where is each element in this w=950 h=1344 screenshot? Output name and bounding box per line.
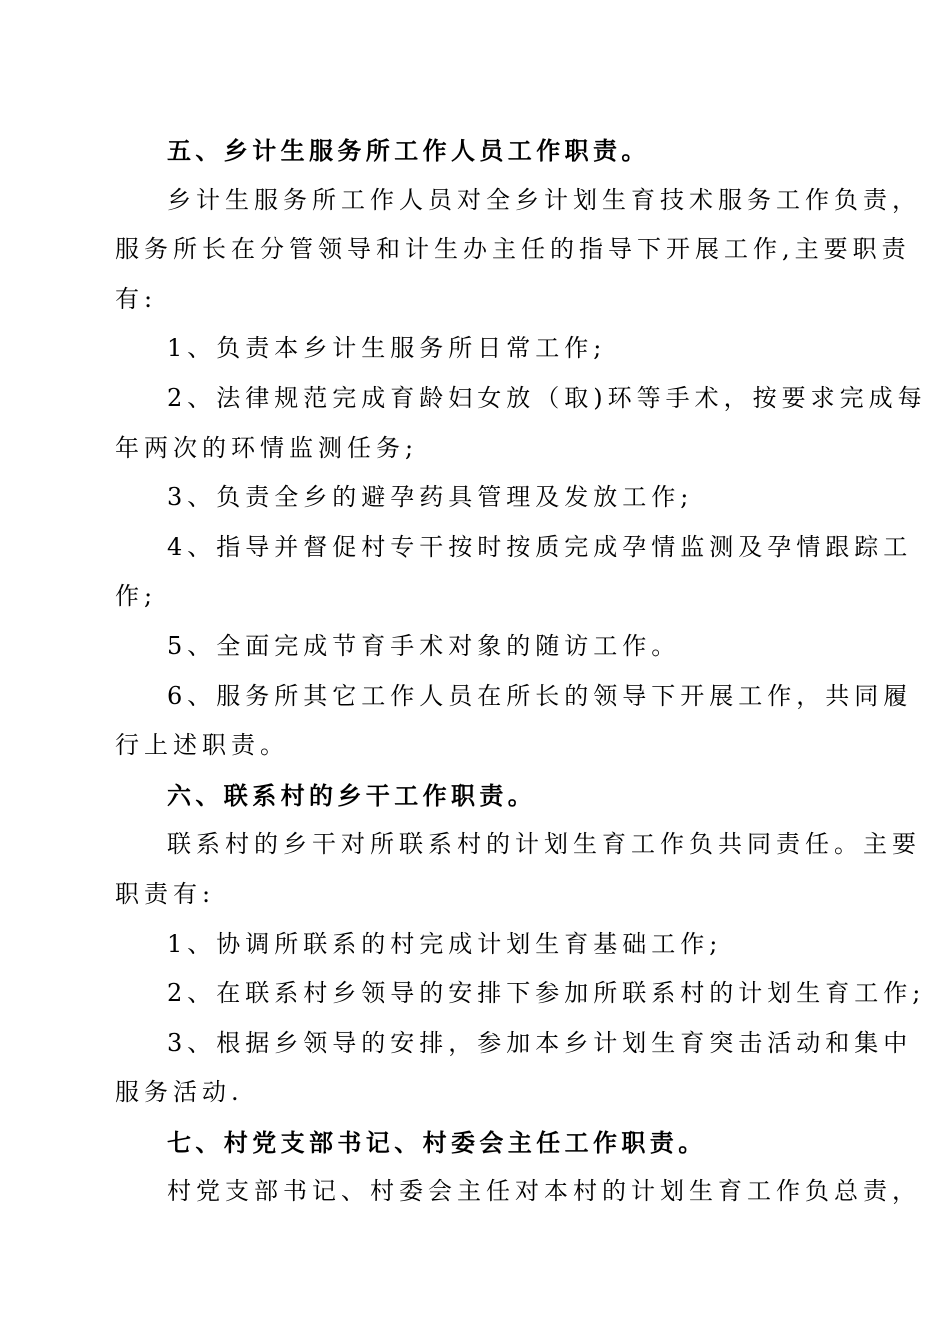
section-five-intro-line-2: 服务所长在分管领导和计生办主任的指导下开展工作,主要职责 bbox=[115, 235, 911, 264]
section-five-item-6-line-1: 6、服务所其它工作人员在所长的领导下开展工作，共同履 bbox=[167, 681, 913, 710]
section-five-item-6-line-2: 行上述职责。 bbox=[115, 731, 289, 760]
section-five-intro-line-1: 乡计生服务所工作人员对全乡计划生育技术服务工作负责， bbox=[167, 185, 921, 214]
section-six-item-3-line-2: 服务活动. bbox=[115, 1078, 244, 1107]
document-page bbox=[115, 126, 927, 1217]
section-five-heading: 五、乡计生服务所工作人员工作职责。 bbox=[167, 136, 650, 165]
section-five-item-5: 5、全面完成节育手术对象的随访工作。 bbox=[167, 631, 681, 660]
section-six-heading: 六、联系村的乡干工作职责。 bbox=[167, 780, 537, 810]
section-five-item-2-line-2: 年两次的环情监测任务; bbox=[115, 433, 419, 462]
section-six-item-3-line-1: 3、根据乡领导的安排，参加本乡计划生育突击活动和集中 bbox=[167, 1028, 913, 1057]
section-five-item-1: 1、负责本乡计生服务所日常工作; bbox=[167, 334, 607, 363]
section-five-intro-line-3: 有: bbox=[115, 284, 158, 313]
section-five-item-4-line-2: 作; bbox=[115, 582, 158, 611]
section-seven-heading: 七、村党支部书记、村委会主任工作职责。 bbox=[167, 1127, 707, 1157]
section-seven-intro-line-1: 村党支部书记、村委会主任对本村的计划生育工作负总责， bbox=[167, 1177, 921, 1206]
section-six-intro-line-1: 联系村的乡干对所联系村的计划生育工作负共同责任。主要 bbox=[167, 830, 921, 859]
section-five-item-4-line-1: 4、指导并督促村专干按时按质完成孕情监测及孕情跟踪工 bbox=[167, 532, 913, 561]
section-six-intro-line-2: 职责有: bbox=[115, 879, 216, 908]
section-six-item-2: 2、在联系村乡领导的安排下参加所联系村的计划生育工作; bbox=[167, 979, 926, 1008]
section-five-item-3: 3、负责全乡的避孕药具管理及发放工作; bbox=[167, 483, 694, 512]
section-five-item-2-line-1: 2、法律规范完成育龄妇女放（取)环等手术，按要求完成每 bbox=[167, 383, 927, 412]
section-six-item-1: 1、协调所联系的村完成计划生育基础工作; bbox=[167, 929, 723, 958]
